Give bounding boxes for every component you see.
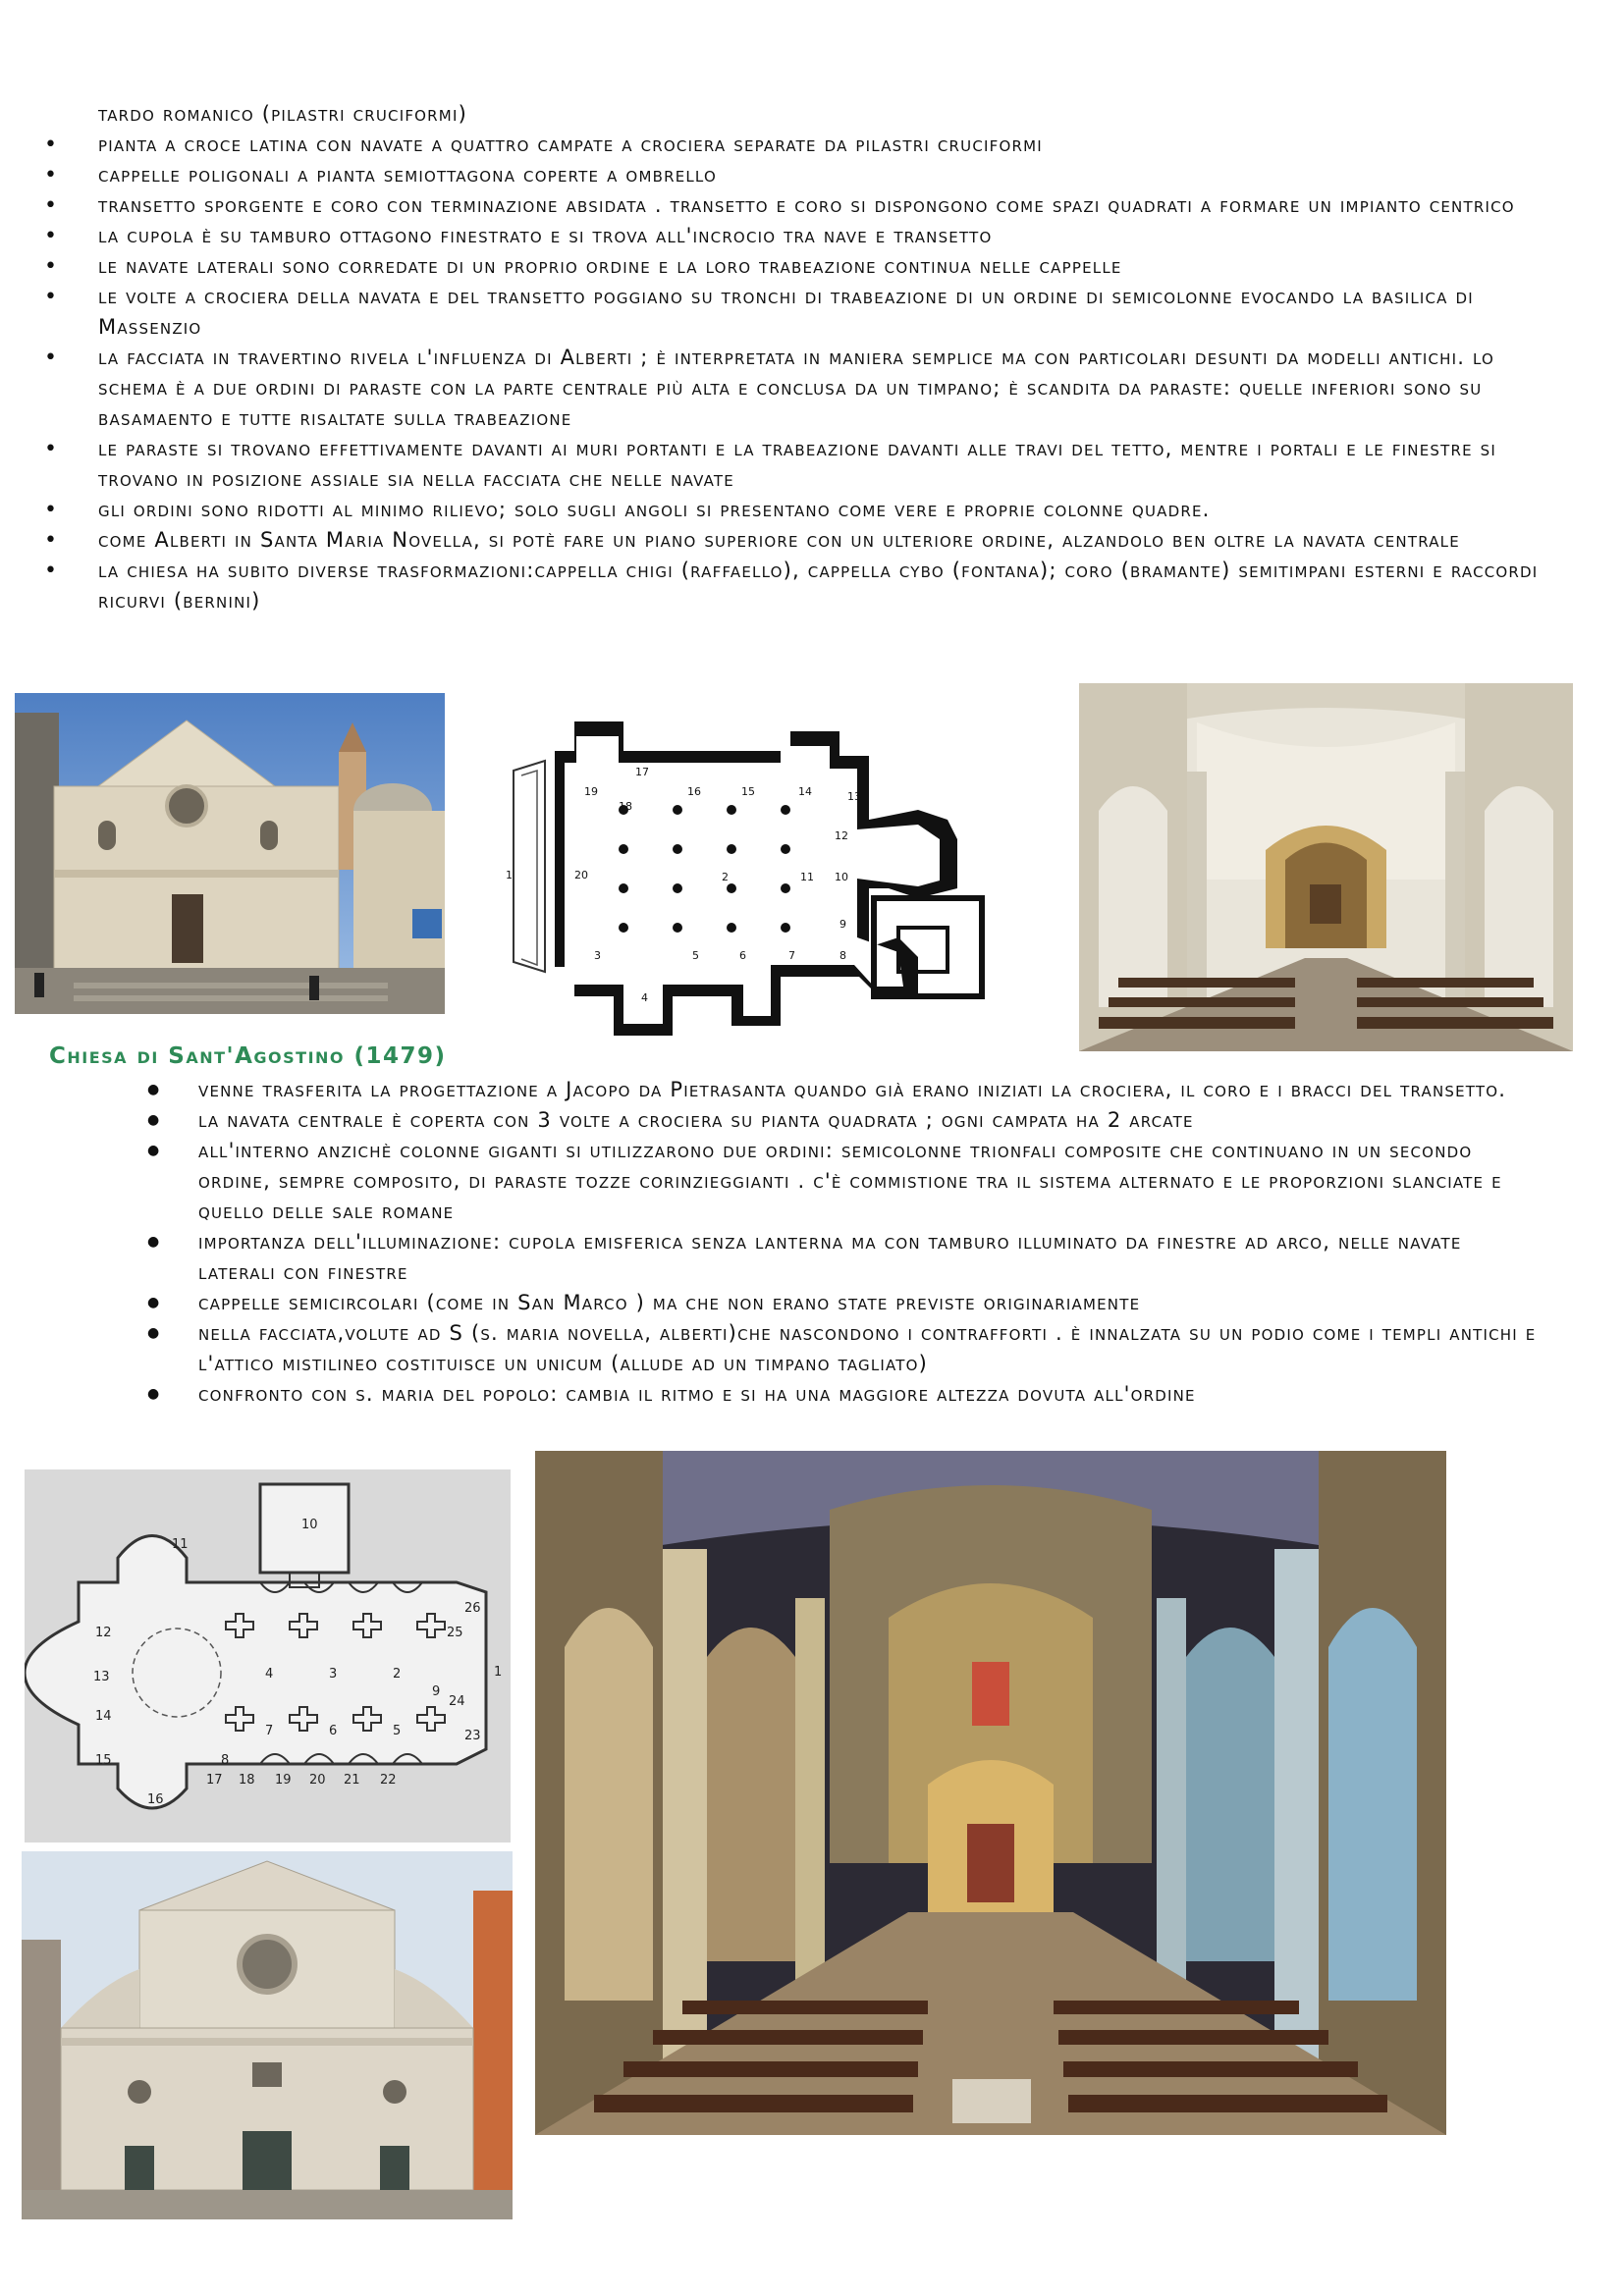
plan-label: 9 — [432, 1684, 441, 1699]
list-item: • la cupola è su tamburo ottagono finestrato e si trova all'incrocio tra nave e transetto — [44, 221, 1551, 251]
plan-label: 20 — [574, 869, 588, 881]
list-item: • gli ordini sono ridotti al minimo rilievo; solo sugli angoli si presentano come vere e proprie colonne quadre. — [44, 495, 1551, 525]
plan-label: 18 — [239, 1773, 255, 1788]
list-item: • la facciata in travertino rivela l'influenza di Alberti ; è interpretata in maniera semplice ma con particolari desunti da modelli antichi. lo schema è a due ordini di paraste con la parte centrale più alta e conclusa da un timpano; è scandita da paraste: quelle inferiori sono su basamaento e tutte risaltate sulla trabeazione — [44, 343, 1551, 434]
agostino-interior-photo — [535, 1451, 1446, 2135]
plan-label: 1 — [494, 1665, 503, 1680]
list-item: ● nella facciata,volute ad S (s. maria novella, alberti)che nascondono i contrafforti . è innalzata su un podio come i templi antichi e l'attico mistilineo costituisce un unicum (allude ad un timpano tagliato) — [147, 1318, 1542, 1379]
plan-label: 8 — [221, 1753, 230, 1768]
plan-label: 11 — [800, 871, 814, 883]
plan-label: 2 — [393, 1667, 402, 1682]
section-heading: Chiesa di Sant'Agostino (1479) — [49, 1043, 447, 1069]
plan-label: 5 — [692, 949, 699, 962]
list-item: • cappelle poligonali a pianta semiottagona coperte a ombrello — [44, 160, 1551, 190]
plan-label: 14 — [95, 1709, 112, 1724]
popolo-bullet-list — [44, 130, 1551, 616]
list-item: • le navate laterali sono corredate di un proprio ordine e la loro trabeazione continua nelle cappelle — [44, 251, 1551, 282]
list-item: ● importanza dell'illuminazione: cupola emisferica senza lanterna ma con tamburo illuminato da finestre ad arco, nelle navate laterali con finestre — [147, 1227, 1542, 1288]
list-item: ● cappelle semicircolari (come in San Marco ) ma che non erano state previste originariamente — [147, 1288, 1542, 1318]
list-item: ● la navata centrale è coperta con 3 volte a crociera su pianta quadrata ; ogni campata ha 2 arcate — [147, 1105, 1542, 1136]
plan-label: 19 — [584, 785, 598, 798]
plan-label: 22 — [380, 1773, 397, 1788]
plan-label: 19 — [275, 1773, 292, 1788]
plan-label: 12 — [835, 829, 848, 842]
list-item: • pianta a croce latina con navate a quattro campate a crociera separate da pilastri cruciformi — [44, 130, 1551, 160]
plan-label: 10 — [301, 1518, 318, 1532]
plan-label: 7 — [788, 949, 795, 962]
plan-label: 26 — [464, 1601, 481, 1616]
plan-label: 17 — [635, 766, 649, 778]
plan-label: 23 — [464, 1729, 481, 1743]
plan-label: 8 — [839, 949, 846, 962]
plan-label: 4 — [265, 1667, 274, 1682]
list-item: • transetto sporgente e coro con terminazione absidata . transetto e coro si dispongono come spazi quadrati a formare un impianto centrico — [44, 190, 1551, 221]
plan-label: 24 — [449, 1694, 465, 1709]
plan-label: 5 — [393, 1724, 402, 1738]
plan-label: 10 — [835, 871, 848, 883]
plan-label: 13 — [93, 1670, 110, 1684]
popolo-floor-plan — [486, 702, 1006, 1051]
agostino-facade-photo — [22, 1851, 513, 2219]
plan-label: 2 — [722, 871, 729, 883]
plan-label: 3 — [594, 949, 601, 962]
plan-label: 15 — [95, 1753, 112, 1768]
plan-label: 9 — [839, 918, 846, 931]
agostino-bullet-list — [147, 1075, 1542, 1410]
plan-label: 21 — [344, 1773, 360, 1788]
list-item: • la chiesa ha subito diverse trasformazioni:cappella chigi (raffaello), cappella cybo (fontana); coro (bramante) semitimpani esterni e raccordi ricurvi (bernini) — [44, 556, 1551, 616]
list-item: • le volte a crociera della navata e del transetto poggiano su tronchi di trabeazione di un ordine di semicolonne evocando la basilica di Massenzio — [44, 282, 1551, 343]
popolo-facade-photo — [15, 693, 445, 1014]
plan-label: 6 — [739, 949, 746, 962]
plan-label: 12 — [95, 1626, 112, 1640]
plan-label: 18 — [619, 800, 632, 813]
plan-label: 7 — [265, 1724, 274, 1738]
plan-label: 16 — [687, 785, 701, 798]
list-item: • come Alberti in Santa Maria Novella, si potè fare un piano superiore con un ulteriore ordine, alzandolo ben oltre la navata centrale — [44, 525, 1551, 556]
plan-label: 15 — [741, 785, 755, 798]
plan-label: 4 — [641, 991, 648, 1004]
plan-label: 11 — [172, 1537, 189, 1552]
list-item: ● venne trasferita la progettazione a Jacopo da Pietrasanta quando già erano iniziati la crociera, il coro e i bracci del transetto. — [147, 1075, 1542, 1105]
list-item: ● confronto con s. maria del popolo: cambia il ritmo e si ha una maggiore altezza dovuta all'ordine — [147, 1379, 1542, 1410]
plan-label: 14 — [798, 785, 812, 798]
plan-label: 20 — [309, 1773, 326, 1788]
plan-label: 16 — [147, 1792, 164, 1807]
popolo-interior-photo — [1079, 683, 1573, 1051]
plan-label: 3 — [329, 1667, 338, 1682]
plan-label: 13 — [847, 790, 861, 803]
agostino-floor-plan — [25, 1469, 511, 1842]
plan-label: 1 — [506, 869, 513, 881]
plan-label: 6 — [329, 1724, 338, 1738]
intro-line: tardo romanico (pilastri cruciformi) — [98, 102, 467, 126]
plan-label: 17 — [206, 1773, 223, 1788]
plan-label: 25 — [447, 1626, 463, 1640]
list-item: ● all'interno anzichè colonne giganti si utilizzarono due ordini: semicolonne trionfali composite che continuano in un secondo ordine, sempre composito, di paraste tozze corinzieggianti . c'è commistione tra il sistema alternato e le proporzioni slanciate e quello delle sale romane — [147, 1136, 1542, 1227]
list-item: • le paraste si trovano effettivamente davanti ai muri portanti e la trabeazione davanti alle travi del tetto, mentre i portali e le finestre si trovano in posizione assiale sia nella facciata che nelle navate — [44, 434, 1551, 495]
